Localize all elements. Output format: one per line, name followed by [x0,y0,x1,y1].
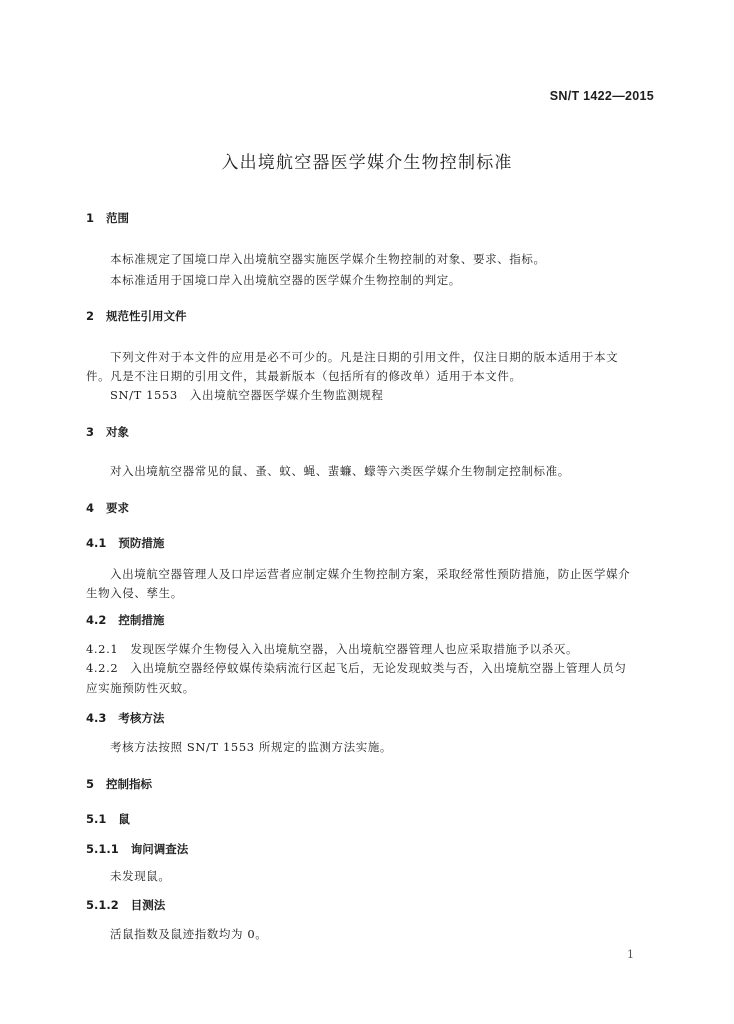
section-number: 4.3 [86,711,107,725]
section-title: 鼠 [118,812,130,826]
section-2-heading [86,308,187,324]
section-number: 4.1 [86,536,107,550]
reference-item: SN/T 1553 入出境航空器医学媒介生物监测规程 [110,388,384,402]
section-title: 目测法 [130,898,166,912]
section-number: 2 [86,309,95,323]
section-number: 1 [86,211,95,225]
section-4-heading [86,500,129,516]
standard-number: SN/T 1422—2015 [549,89,654,103]
paragraph: 本标准适用于国境口岸入出境航空器的医学媒介生物控制的判定。 [110,273,461,287]
clause-4-2-2: 4.2.2 入出境航空器经停蚊媒传染病流行区起飞后，无论发现蚊类与否，入出境航空器上管理人员匀 [86,661,627,675]
clause-4-2-2-cont: 应实施预防性灭蚊。 [86,681,195,695]
section-title: 要求 [106,501,130,515]
section-title: 控制指标 [106,777,153,791]
section-title: 控制措施 [118,613,165,627]
section-5-heading [86,776,152,792]
paragraph: 下列文件对于本文件的应用是必不可少的。凡是注日期的引用文件，仅注日期的版本适用于本文 [110,350,619,364]
section-number: 3 [86,425,95,439]
clause-4-2-1: 4.2.1 发现医学媒介生物侵入入出境航空器，入出境航空器管理人也应采取措施予以杀灭。 [86,642,579,656]
section-title: 询问调查法 [130,842,189,856]
section-title: 预防措施 [118,536,165,550]
section-4-3-heading [86,710,164,726]
paragraph: 入出境航空器管理人及口岸运营者应制定媒介生物控制方案，采取经常性预防措施，防止医学媒介 [110,567,631,581]
paragraph: 未发现鼠。 [110,869,171,883]
paragraph: 对入出境航空器常见的鼠、蚤、蚊、蝇、蜚蠊、蠓等六类医学媒介生物制定控制标准。 [110,464,570,478]
section-number: 5.1.2 [86,898,119,912]
section-number: 4.2 [86,613,107,627]
section-title: 考核方法 [118,711,165,725]
section-3-heading [86,424,129,440]
section-number: 4 [86,501,95,515]
paragraph: 件。凡是不注日期的引用文件，其最新版本（包括所有的修改单）适用于本文件。 [86,369,522,383]
section-5-1-heading [86,811,130,827]
section-4-1-heading [86,535,164,551]
page-number: 1 [627,948,634,961]
paragraph: 活鼠指数及鼠迹指数均为 0。 [110,927,268,941]
section-number: 5 [86,777,95,791]
paragraph: 本标准规定了国境口岸入出境航空器实施医学媒介生物控制的对象、要求、指标。 [110,252,546,266]
section-number: 5.1 [86,812,107,826]
section-5-1-2-heading [86,897,165,913]
document-title: 入出境航空器医学媒介生物控制标准 [221,153,513,173]
section-title: 对象 [106,425,130,439]
section-number: 5.1.1 [86,842,119,856]
section-title: 范围 [106,211,130,225]
section-title: 规范性引用文件 [106,309,187,323]
section-4-2-heading [86,612,164,628]
paragraph: 生物入侵、孳生。 [86,586,183,600]
section-1-heading [86,210,129,226]
section-5-1-1-heading [86,841,188,857]
paragraph: 考核方法按照 SN/T 1553 所规定的监测方法实施。 [110,740,393,754]
